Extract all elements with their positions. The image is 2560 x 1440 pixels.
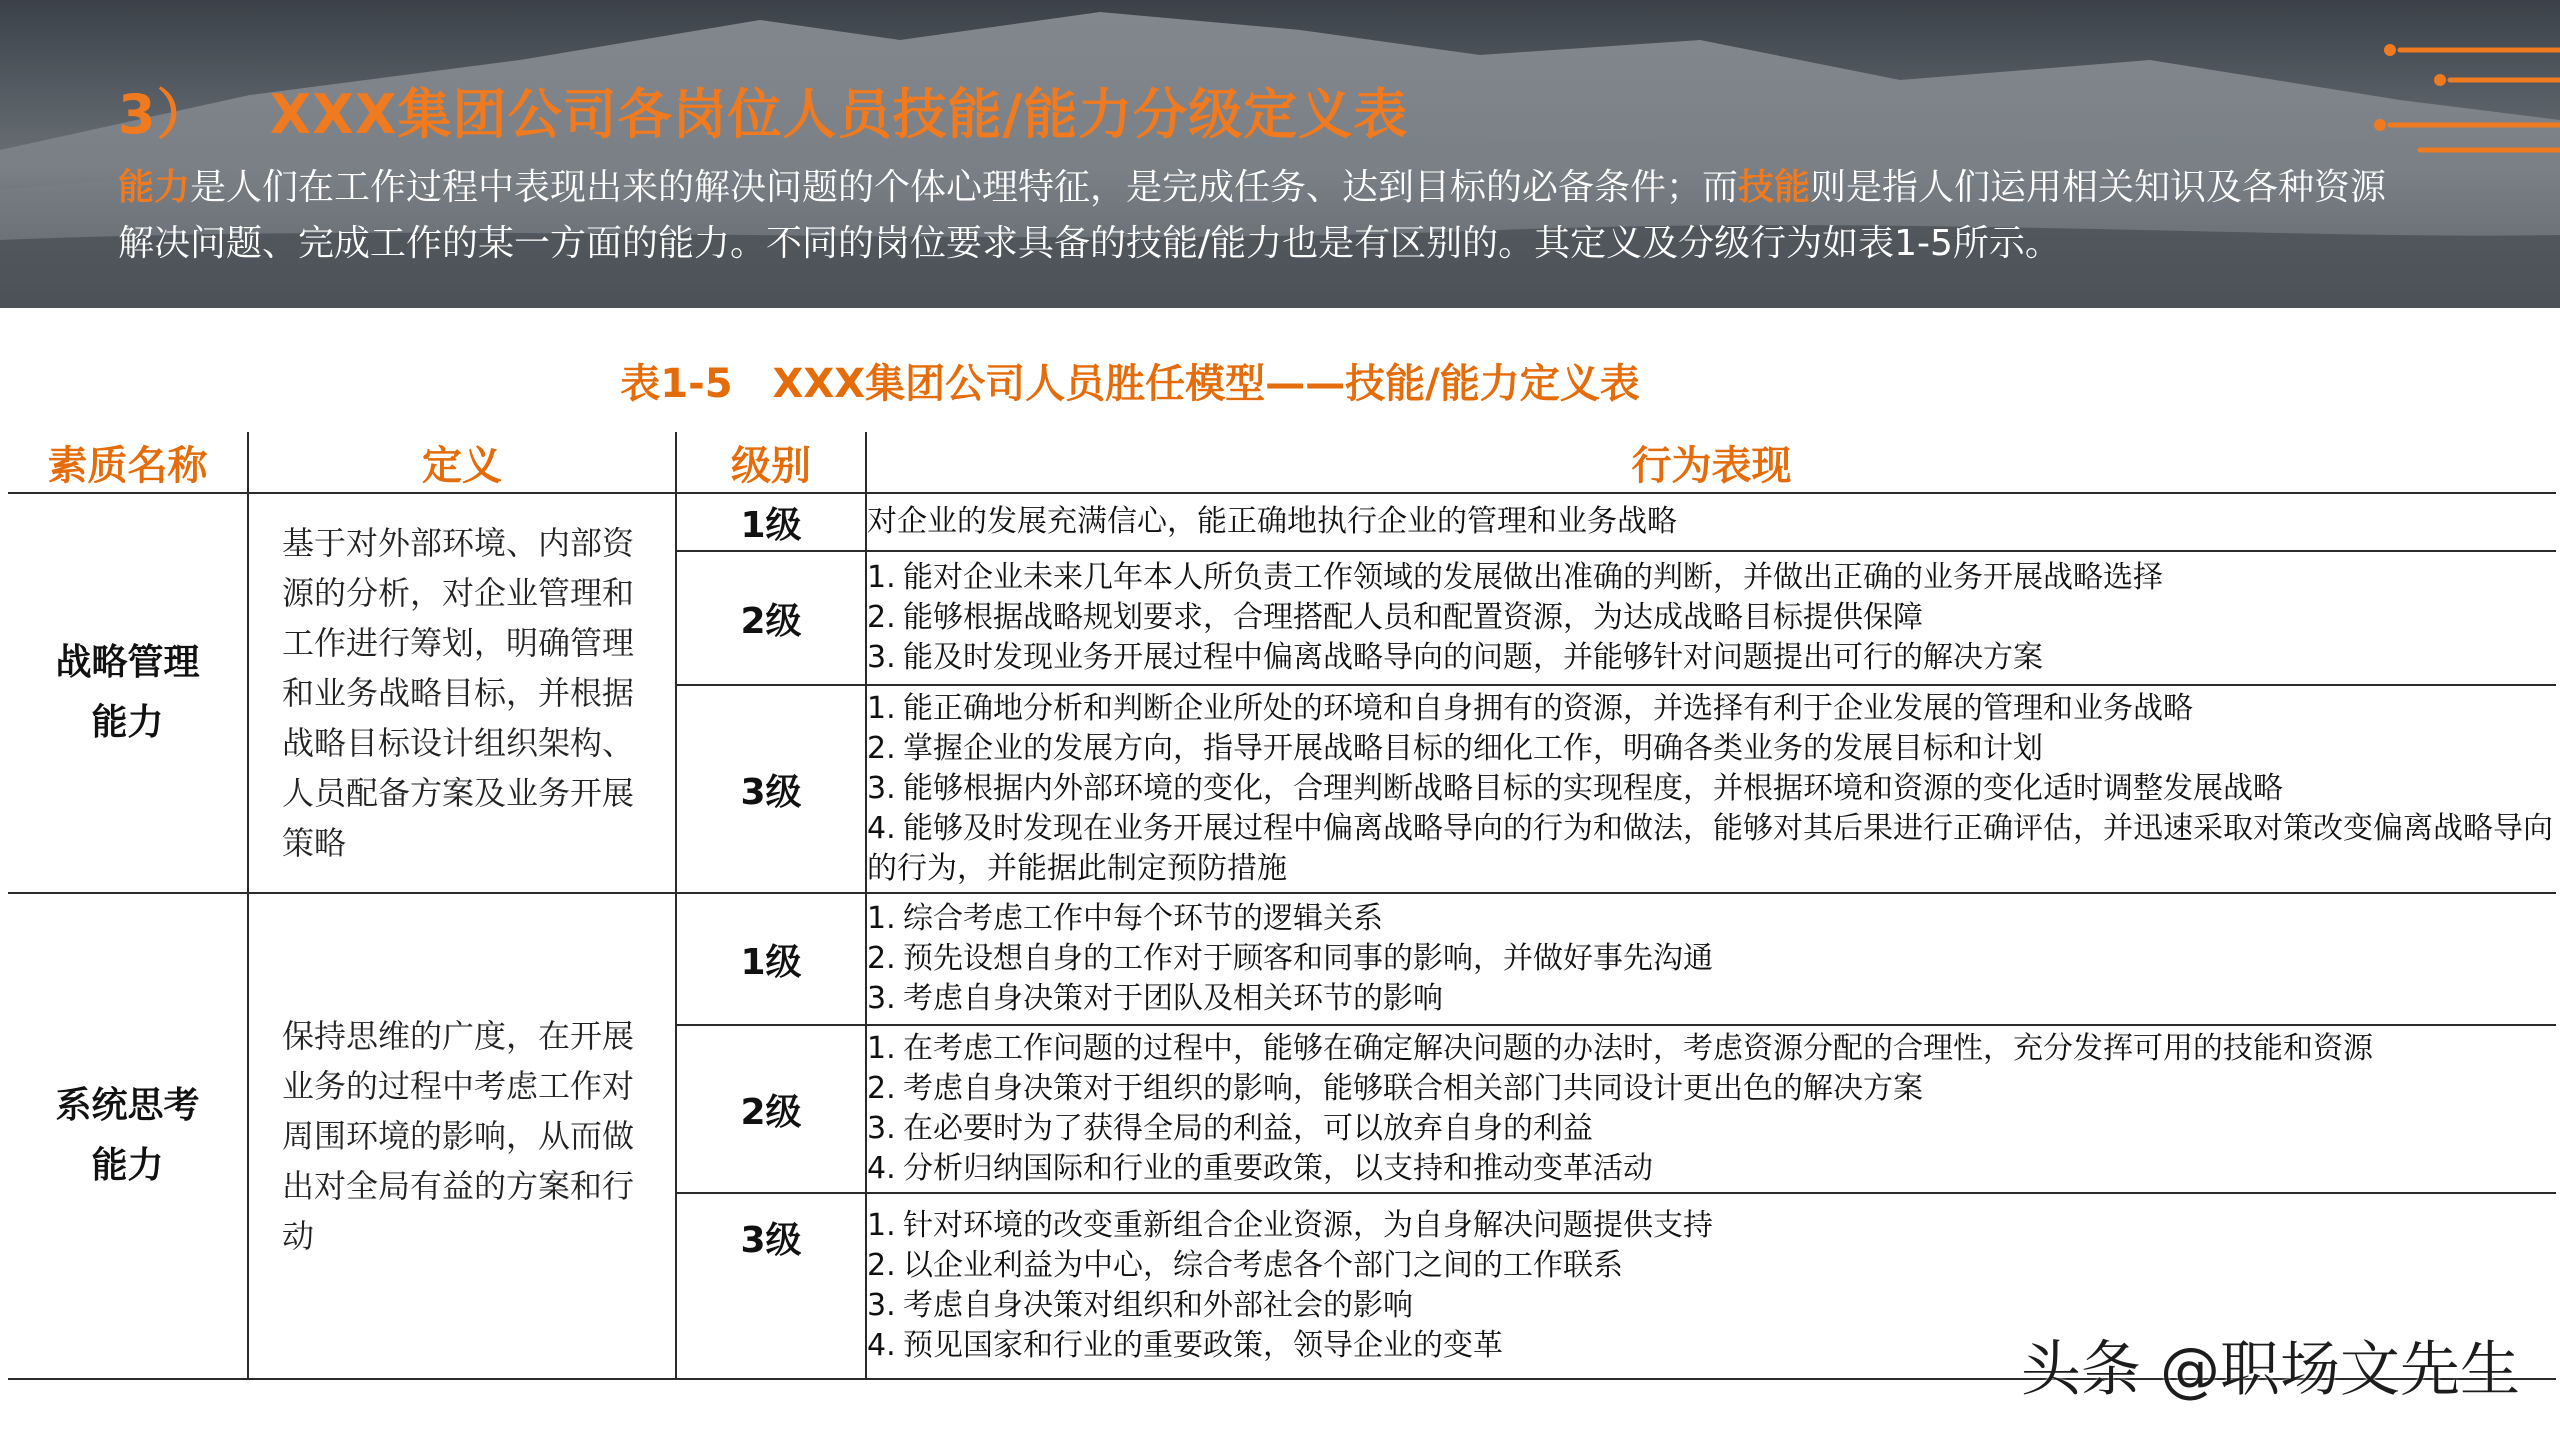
behavior-cell: 1. 能对企业未来几年本人所负责工作领域的发展做出准确的判断，并做出正确的业务开展战略选择 2. 能够根据战略规划要求，合理搭配人员和配置资源，为达成战略目标提供保障 3. 能及时发现业务开展过程中偏离战略导向的问题，并能够针对问题提出可行的解决方案 [866,551,2556,685]
behavior-cell: 1. 在考虑工作问题的过程中，能够在确定解决问题的办法时，考虑资源分配的合理性，充分发挥可用的技能和资源 2. 考虑自身决策对于组织的影响，能够联合相关部门共同设计更出色的解决方案 3. 在必要时为了获得全局的利益，可以放弃自身的利益 4. 分析归纳国际和行业的重要政策，以支持和推动变革活动 [866,1025,2556,1193]
trait-name: 系统思考能力 [8,893,248,1379]
behavior-cell: 1. 能正确地分析和判断企业所处的环境和自身拥有的资源，并选择有利于企业发展的管理和业务战略 2. 掌握企业的发展方向，指导开展战略目标的细化工作，明确各类业务的发展目标和计划 3. 能够根据内外部环境的变化，合理判断战略目标的实现程度，并根据环境和资源的变化适时调整发展战略 4. 能够及时发现在业务开展过程中偏离战略导向的行为和做法，能够对其后果进行正确评估，并迅速采取对策改变偏离战略导向的行为，并能据此制定预防措施 [866,685,2556,893]
trait-definition: 保持思维的广度，在开展业务的过程中考虑工作对周围环境的影响，从而做出对全局有益的方案和行动 [248,893,676,1379]
decorative-lines-icon [2360,40,2560,160]
level-label: 3级 [676,685,866,893]
header-banner [0,0,2560,308]
header-level: 级别 [676,432,866,493]
page-title: 3） XXX集团公司各岗位人员技能/能力分级定义表 [118,83,1409,146]
behavior-cell: 1. 综合考虑工作中每个环节的逻辑关系 2. 预先设想自身的工作对于顾客和同事的影响，并做好事先沟通 3. 考虑自身决策对于团队及相关环节的影响 [866,893,2556,1025]
level-label: 2级 [676,1025,866,1193]
competency-table [8,432,2556,1380]
highlight-skill: 技能 [1738,167,1811,208]
table-caption: 表1-5 XXX集团公司人员胜任模型——技能/能力定义表 [620,361,1640,407]
trait-definition: 基于对外部环境、内部资源的分析，对企业管理和工作进行筹划，明确管理和业务战略目标，并根据战略目标设计组织架构、人员配备方案及业务开展策略 [248,493,676,893]
table-row [8,493,2556,551]
highlight-ability: 能力 [118,167,191,208]
trait-name: 战略管理能力 [8,493,248,893]
header-trait: 素质名称 [8,432,248,493]
behavior-cell: 对企业的发展充满信心，能正确地执行企业的管理和业务战略 [866,493,2556,551]
level-label: 1级 [676,493,866,551]
level-label: 2级 [676,551,866,685]
table-header-row [8,432,2556,493]
intro-paragraph: 能力是人们在工作过程中表现出来的解决问题的个体心理特征，是完成任务、达到目标的必备条件；而技能则是指人们运用相关知识及各种资源解决问题、完成工作的某一方面的能力。不同的岗位要求具备的技能/能力也是有区别的。其定义及分级行为如表1-5所示。 [118,167,2387,264]
level-label: 1级 [676,893,866,1025]
behavior-cell: 1. 针对环境的改变重新组合企业资源，为自身解决问题提供支持 2. 以企业利益为中心，综合考虑各个部门之间的工作联系 3. 考虑自身决策对组织和外部社会的影响 4. 预见国家和行业的重要政策，领导企业的变革 [866,1193,2556,1379]
table-row [8,893,2556,1025]
level-label: 3级 [676,1193,866,1379]
header-behavior: 行为表现 [866,432,2556,493]
header-definition: 定义 [248,432,676,493]
watermark: 头条 @职场文先生 [2020,1335,2520,1405]
